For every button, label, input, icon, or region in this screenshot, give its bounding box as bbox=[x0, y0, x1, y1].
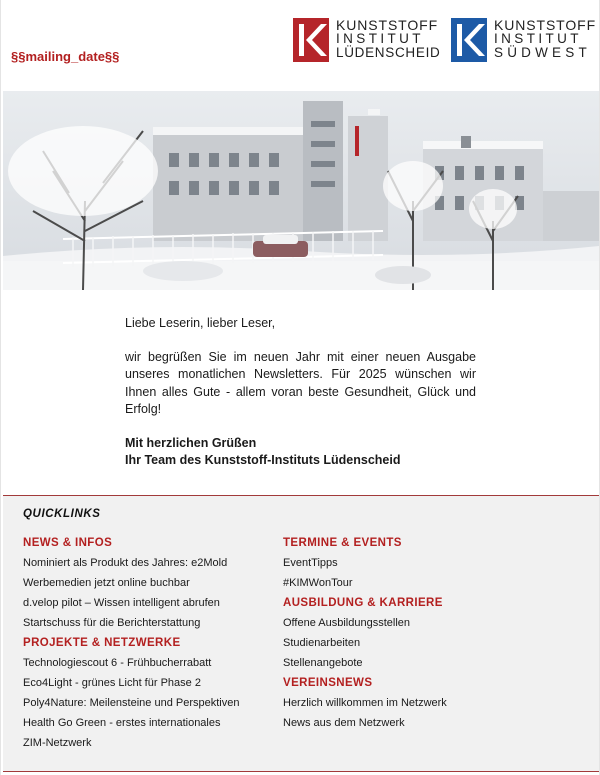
logo-line-2: INSTITUT bbox=[494, 31, 582, 46]
quicklink[interactable]: ZIM-Netzwerk bbox=[23, 737, 92, 749]
hero-image-snowy-building bbox=[3, 91, 599, 290]
category-projekte-netzwerke[interactable]: PROJEKTE & NETZWERKE bbox=[23, 637, 181, 649]
intro-text bbox=[125, 315, 476, 470]
quicklink[interactable]: #KIMWonTour bbox=[283, 577, 353, 589]
quicklinks-right-column bbox=[283, 533, 543, 733]
category-termine-events[interactable]: TERMINE & EVENTS bbox=[283, 537, 402, 549]
quicklinks-left-column bbox=[23, 533, 283, 753]
category-news-infos[interactable]: NEWS & INFOS bbox=[23, 537, 113, 549]
logo-text bbox=[336, 18, 440, 60]
logo-line-2: INSTITUT bbox=[336, 31, 424, 46]
quicklink[interactable]: Herzlich willkommen im Netzwerk bbox=[283, 697, 447, 709]
quicklink[interactable]: EventTipps bbox=[283, 557, 338, 569]
quicklink[interactable]: Nominiert als Produkt des Jahres: e2Mold bbox=[23, 557, 228, 569]
mailing-date: §§mailing_date§§ bbox=[11, 49, 120, 64]
quicklink[interactable]: Technologiescout 6 - Frühbucherrabatt bbox=[23, 657, 212, 669]
quicklink[interactable]: Poly4Nature: Meilensteine und Perspektiven bbox=[23, 697, 240, 709]
logo-line-1: KUNSTSTOFF bbox=[336, 17, 439, 33]
signature: Ihr Team des Kunststoff-Instituts Lüdenscheid bbox=[125, 453, 401, 467]
category-ausbildung-karriere[interactable]: AUSBILDUNG & KARRIERE bbox=[283, 597, 443, 609]
quicklink[interactable]: Eco4Light - grünes Licht für Phase 2 bbox=[23, 677, 201, 689]
quicklink[interactable]: Werbemedien jetzt online buchbar bbox=[23, 577, 190, 589]
quicklink[interactable]: Studienarbeiten bbox=[283, 637, 361, 649]
k-logo-icon bbox=[293, 18, 329, 62]
logo-line-3: LÜDENSCHEID bbox=[336, 45, 441, 60]
logo-line-1: KUNSTSTOFF bbox=[494, 17, 597, 33]
logo-kunststoff-institut-suedwest[interactable] bbox=[451, 18, 596, 68]
quicklink[interactable]: d.velop pilot – Wissen intelligent abrufen bbox=[23, 597, 220, 609]
quicklink[interactable]: Stellenangebote bbox=[283, 657, 363, 669]
greeting: Liebe Leserin, lieber Leser, bbox=[125, 316, 276, 330]
category-vereinsnews[interactable]: VEREINSNEWS bbox=[283, 677, 373, 689]
quicklinks-panel bbox=[3, 496, 599, 771]
closing: Mit herzlichen Grüßen bbox=[125, 435, 257, 450]
quicklink[interactable]: Health Go Green - erstes internationales bbox=[23, 717, 221, 729]
quicklink[interactable]: Offene Ausbildungsstellen bbox=[283, 617, 410, 629]
k-logo-icon bbox=[451, 18, 487, 62]
quicklinks-title: QUICKLINKS bbox=[23, 508, 101, 520]
quicklink[interactable]: News aus dem Netzwerk bbox=[283, 717, 405, 729]
quicklinks-bottom-divider bbox=[3, 771, 599, 772]
quicklink[interactable]: Startschuss für die Berichterstattung bbox=[23, 617, 201, 629]
logo-text bbox=[494, 18, 596, 60]
logo-line-3: SÜDWEST bbox=[494, 45, 591, 60]
logo-kunststoff-institut-luedenscheid[interactable] bbox=[293, 18, 440, 68]
intro-body: wir begrüßen Sie im neuen Jahr mit einer neuen Ausgabe unseres monatlichen Newsletters. Für 2025 wünschen wir Ihnen alles Gute - allem voran beste Gesundheit, Glück und Erfolg! bbox=[125, 349, 476, 416]
